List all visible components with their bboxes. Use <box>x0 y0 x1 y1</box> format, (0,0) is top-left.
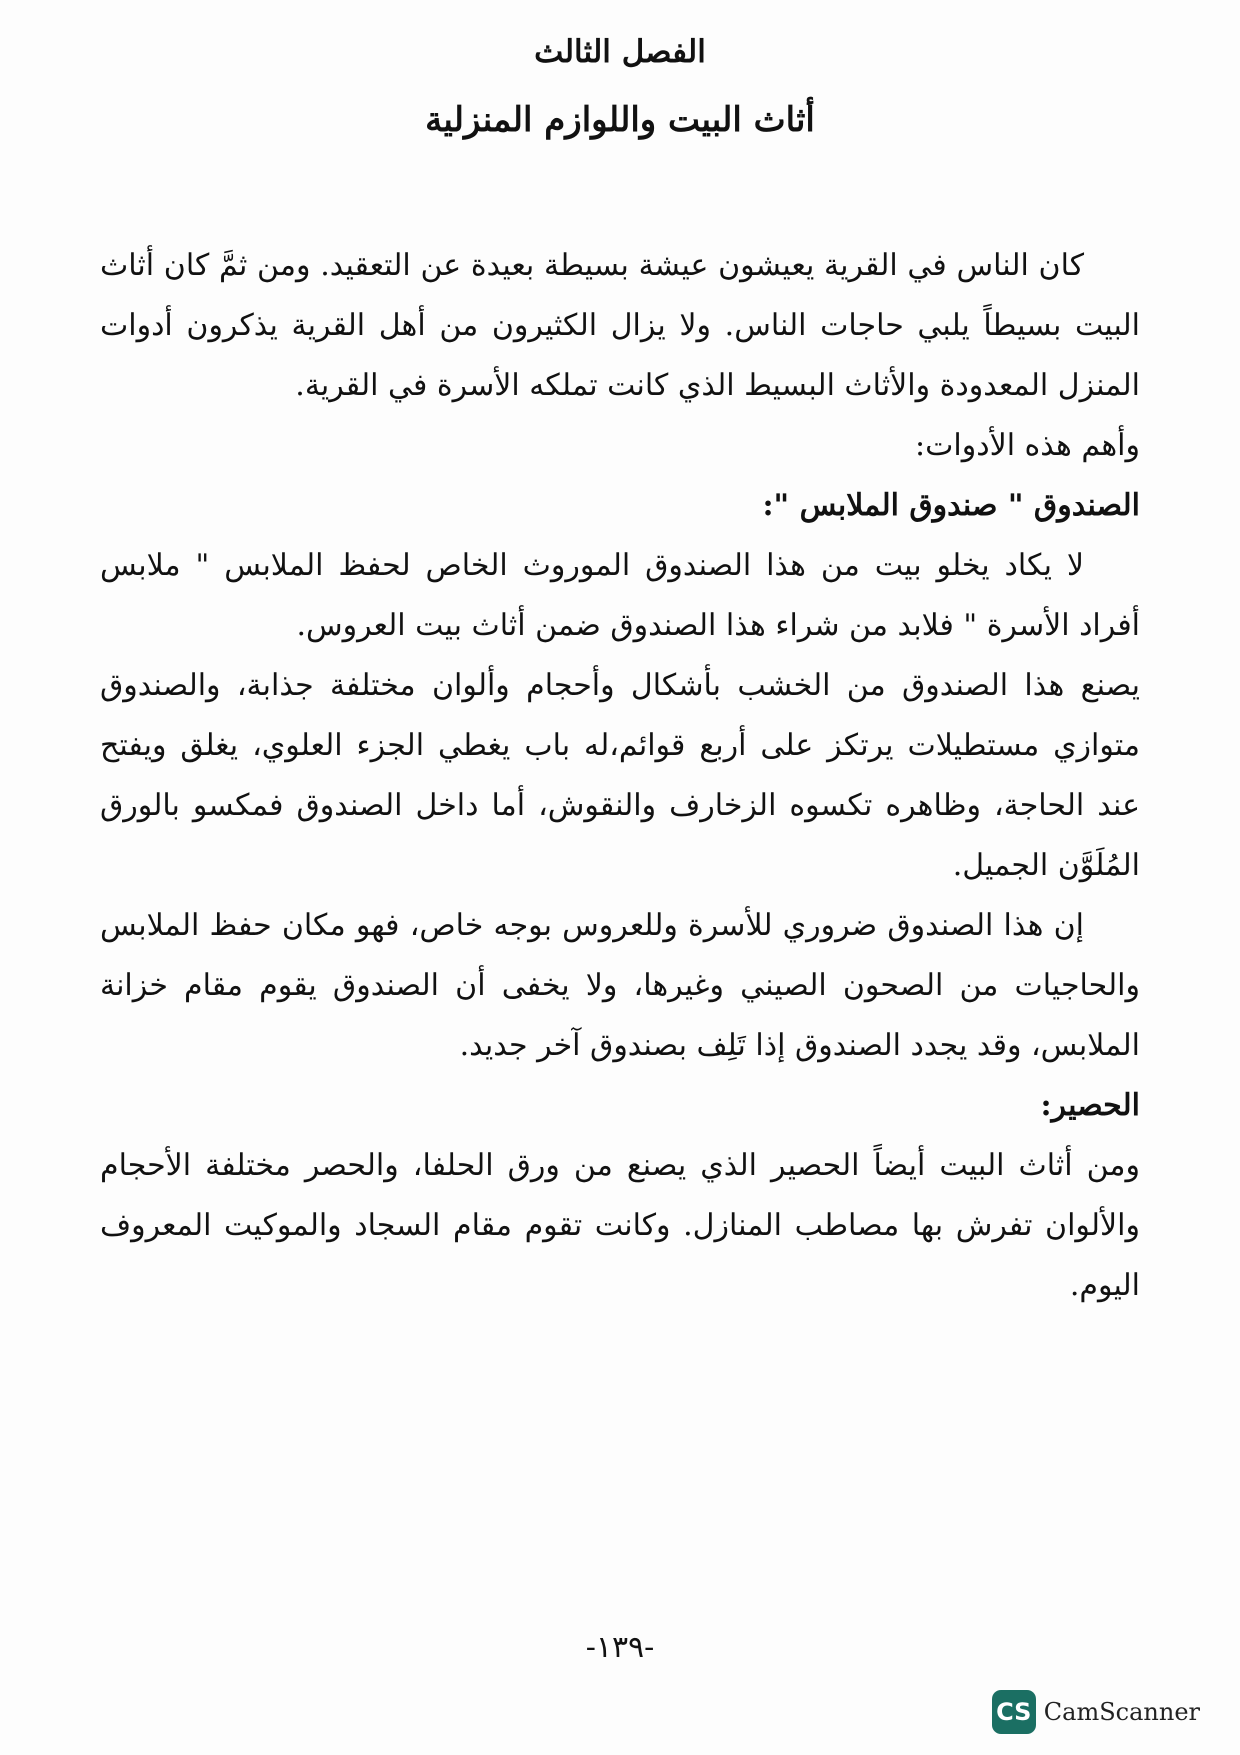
page-number: -١٣٩- <box>585 1630 655 1665</box>
chapter-title: أثاث البيت واللوازم المنزلية <box>425 100 815 140</box>
paragraph-chest-1: لا يكاد يخلو بيت من هذا الصندوق الموروث الخاص لحفظ الملابس " ملابس أفراد الأسرة " فلابد من شراء هذا الصندوق ضمن أثاث بيت العروس. <box>100 548 1140 643</box>
paragraph-chest-2: يصنع هذا الصندوق من الخشب بأشكال وأحجام وألوان مختلفة جذابة، والصندوق متوازي مستطيلات يرتكز على أربع قوائم،له باب يغطي الجزء العلوي، يغلق ويفتح عند الحاجة، وظاهره تكسوه الزخارف والنقوش، أما داخل الصندوق فمكسو بالورق المُلَوَّن الجميل. <box>100 668 1140 883</box>
camscanner-brand-text: CamScanner <box>1043 1698 1200 1726</box>
camscanner-logo-icon: CS <box>992 1690 1036 1734</box>
paragraph-chest-3: إن هذا الصندوق ضروري للأسرة وللعروس بوجه خاص، فهو مكان حفظ الملابس والحاجيات من الصحون الصيني وغيرها، ولا يخفى أن الصندوق يقوم مقام خزانة الملابس، وقد يجدد الصندوق إذا تَلِف بصندوق آخر جديد. <box>100 908 1140 1063</box>
section-heading-chest: الصندوق " صندوق الملابس ": <box>762 488 1140 523</box>
paragraph-tools-intro: وأهم هذه الأدوات: <box>915 428 1140 463</box>
chapter-label: الفصل الثالث <box>534 34 706 70</box>
section-heading-mat: الحصير: <box>1040 1088 1140 1123</box>
paragraph-intro: كان الناس في القرية يعيشون عيشة بسيطة بعيدة عن التعقيد. ومن ثمَّ كان أثاث البيت بسيطاً يلبي حاجات الناس. ولا يزال الكثيرون من أهل القرية يذكرون أدوات المنزل المعدودة والأثاث البسيط الذي كانت تملكه الأسرة في القرية. <box>100 248 1140 403</box>
paragraph-mat: ومن أثاث البيت أيضاً الحصير الذي يصنع من ورق الحلفا، والحصر مختلفة الأحجام والألوان تفرش بها مصاطب المنازل. وكانت تقوم مقام السجاد والموكيت المعروف اليوم. <box>100 1148 1140 1303</box>
camscanner-watermark <box>992 1690 1200 1734</box>
body-text <box>100 236 1140 1316</box>
